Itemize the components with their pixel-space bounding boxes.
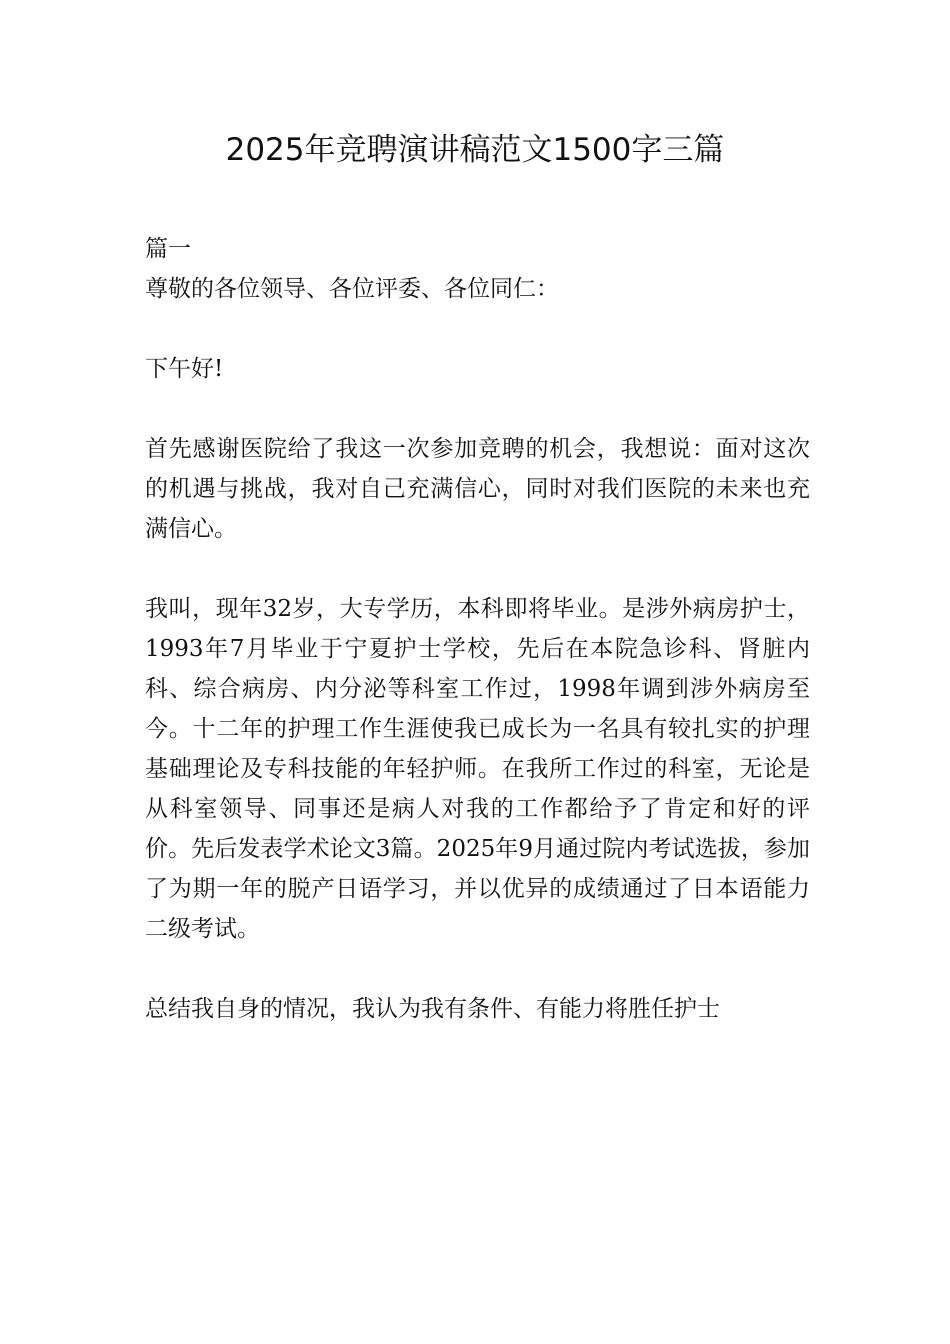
paragraph-summary: 总结我自身的情况，我认为我有条件、有能力将胜任护士: [145, 996, 720, 1022]
document-title: 2025年竞聘演讲稿范文1500字三篇: [225, 132, 725, 168]
document-body: [145, 229, 810, 1029]
paragraph-intro: 首先感谢医院给了我这一次参加竞聘的机会，我想说：面对这次的机遇与挑战，我对自己充满信心，同时对我们医院的未来也充满信心。: [145, 436, 810, 542]
section-label: 篇一: [145, 236, 191, 262]
salutation: 尊敬的各位领导、各位评委、各位同仁：: [145, 276, 559, 302]
greeting: 下午好!: [145, 356, 224, 382]
paragraph-background: 我叫，现年32岁，大专学历，本科即将毕业。是涉外病房护士，1993年7月毕业于宁夏护士学校，先后在本院急诊科、肾脏内科、综合病房、内分泌等科室工作过，1998年调到涉外病房至今。十二年的护理工作生涯使我已成长为一名具有较扎实的护理基础理论及专科技能的年轻护师。在我所工作过的科室，无论是从科室领导、同事还是病人对我的工作都给予了肯定和好的评价。先后发表学术论文3篇。2025年9月通过院内考试选拔，参加了为期一年的脱产日语学习，并以优异的成绩通过了日本语能力二级考试。: [145, 596, 810, 942]
